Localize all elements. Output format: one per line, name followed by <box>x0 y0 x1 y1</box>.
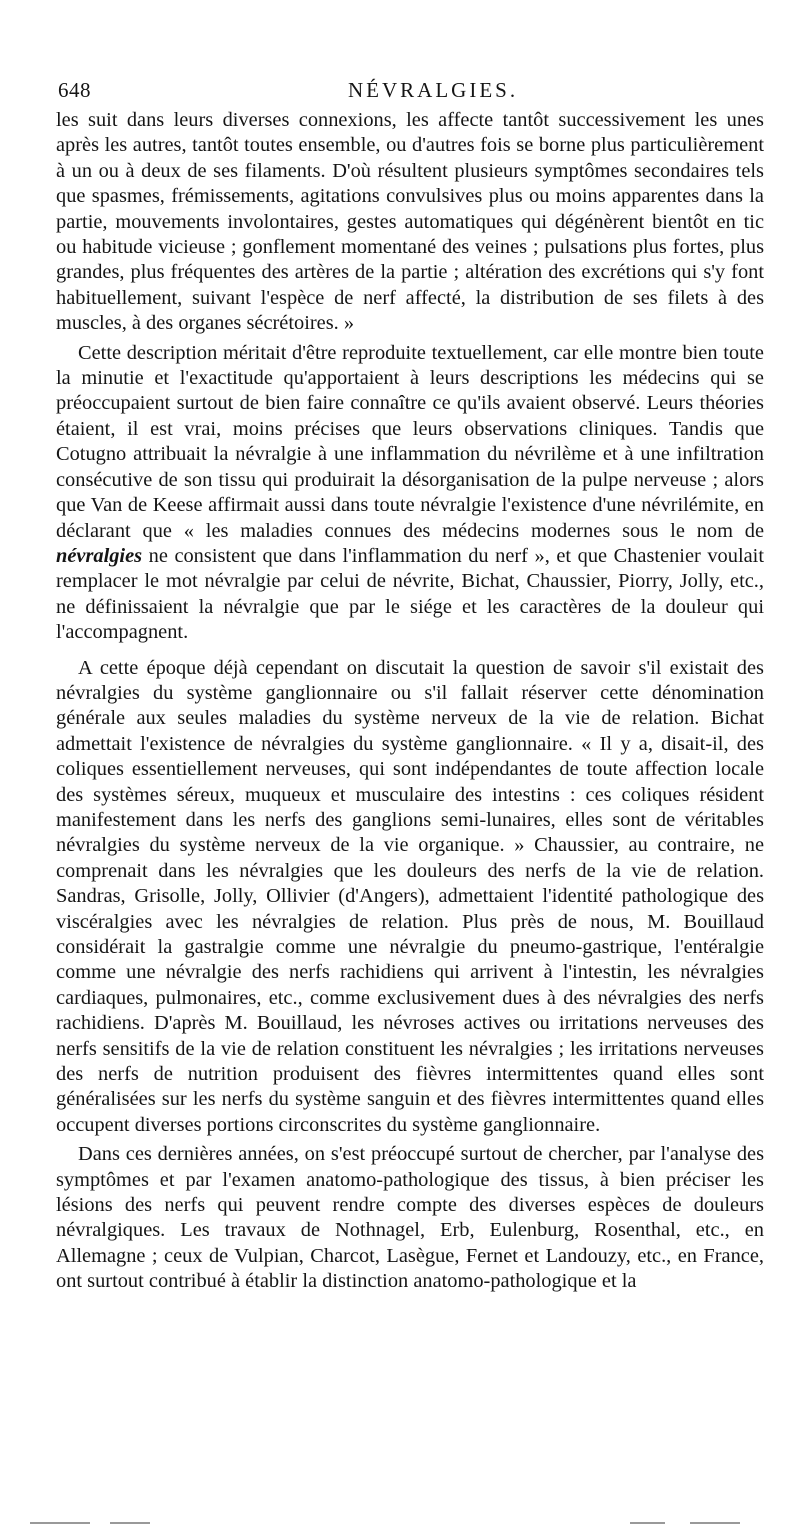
scan-noise-footer <box>30 1522 750 1528</box>
page-header <box>58 78 758 108</box>
body-text <box>56 108 764 1295</box>
running-title: NÉVRALGIES. <box>348 78 519 102</box>
page-number: 648 <box>58 78 91 102</box>
paragraph-4: Dans ces dernières années, on s'est préoccupé surtout de chercher, par l'analyse des symptômes et par l'examen anatomo-pathologique des tissus, à bien préciser les lésions des nerfs qui peuvent rendre compte des diverses espèces de douleurs névralgiques. Les travaux de Nothnagel, Erb, Eulenburg, Rosenthal, etc., en Allemagne ; ceux de Vulpian, Charcot, Lasègue, Fernet et Landouzy, etc., en France, ont surtout contribué à établir la distinction anatomo-pathologique et la <box>56 1143 764 1293</box>
paragraph-3: A cette époque déjà cependant on discutait la question de savoir s'il existait des névralgies du système ganglionnaire ou s'il fallait réserver cette dénomination générale aux seules maladies du système nerveux de la vie de relation. Bichat admettait l'existence de névralgies du système ganglionnaire. « Il y a, disait-il, des coliques essentiellement nerveuses, qui sont indépendantes de toute affection locale des systèmes séreux, muqueux et musculaire des intestins : ces coliques résident manifestement dans les nerfs des ganglions semi-lunaires, elles sont de véritables névralgies du système nerveux de la vie organique. » Chaussier, au contraire, ne comprenait dans les névralgies que les douleurs des nerfs de la vie de relation. Sandras, Grisolle, Jolly, Ollivier (d'Angers), admettaient l'identité pathologique des viscéralgies avec les névralgies de relation. Plus près de nous, M. Bouillaud considérait la gastralgie comme une névralgie du pneumo-gastrique, l'entéralgie comme une névralgie des nerfs rachidiens qui arrivent à l'intestin, les névralgies cardiaques, pulmonaires, etc., comme exclusivement dues à des névralgies des nerfs rachidiens. D'après M. Bouillaud, les névroses actives ou irritations nerveuses des nerfs sensitifs de la vie de relation constituent les névralgies ; les irritations nerveuses des nerfs de nutrition produisent des fièvres intermittentes quand elles sont généralisées sur les nerfs du système sanguin et des fièvres intermittentes quand elles occupent diverses portions circonscrites du système ganglionnaire. <box>56 656 764 1136</box>
paragraph-2 <box>56 341 764 646</box>
paragraph-2-end: ne consistent que dans l'inflammation du nerf », et que Chastenier voulait remplacer le mot névralgie par celui de névrite, Bichat, Chaussier, Piorry, Jolly, etc., ne définissaient la névralgie que par le siége et les caractères de la douleur qui l'accompagnent. <box>56 544 764 644</box>
emphasized-term: névralgies <box>56 544 143 567</box>
paragraph-2-start: Cette description méritait d'être reproduite textuellement, car elle montre bien toute la minutie et l'exactitude qu'apportaient à leurs descriptions les médecins qui se préoccupaient surtout de bien faire connaître ce qu'ils avaient observé. Leurs théories étaient, il est vrai, moins précises que leurs observations cliniques. Tandis que Cotugno attribuait la névralgie à une inflammation du névrilème et à une infiltration consécutive de son tissu qui produirait la désorganisation de la pulpe nerveuse ; alors que Van de Keese affirmait aussi dans toute névralgie l'existence d'une névrilémite, en déclarant que « les maladies connues des médecins modernes sous le nom de <box>56 341 764 542</box>
paragraph-1: les suit dans leurs diverses connexions, les affecte tantôt successivement les unes après les autres, tantôt toutes ensemble, ou d'autres fois se borne plus particulièrement à un ou à deux de ses filaments. D'où résultent plusieurs symptômes secondaires tels que spasmes, frémissements, agitations convulsives plus ou moins apparentes dans la partie, mouvements involontaires, gestes automatiques qui dégénèrent bientôt en tic ou habitude vicieuse ; gonflement momentané des veines ; pulsations plus fortes, plus grandes, plus fréquentes des artères de la partie ; altération des excrétions qui s'y font habituellement, suivant l'espèce de nerf affecté, la distribution de ses filets à des muscles, à des organes sécrétoires. » <box>56 109 764 335</box>
